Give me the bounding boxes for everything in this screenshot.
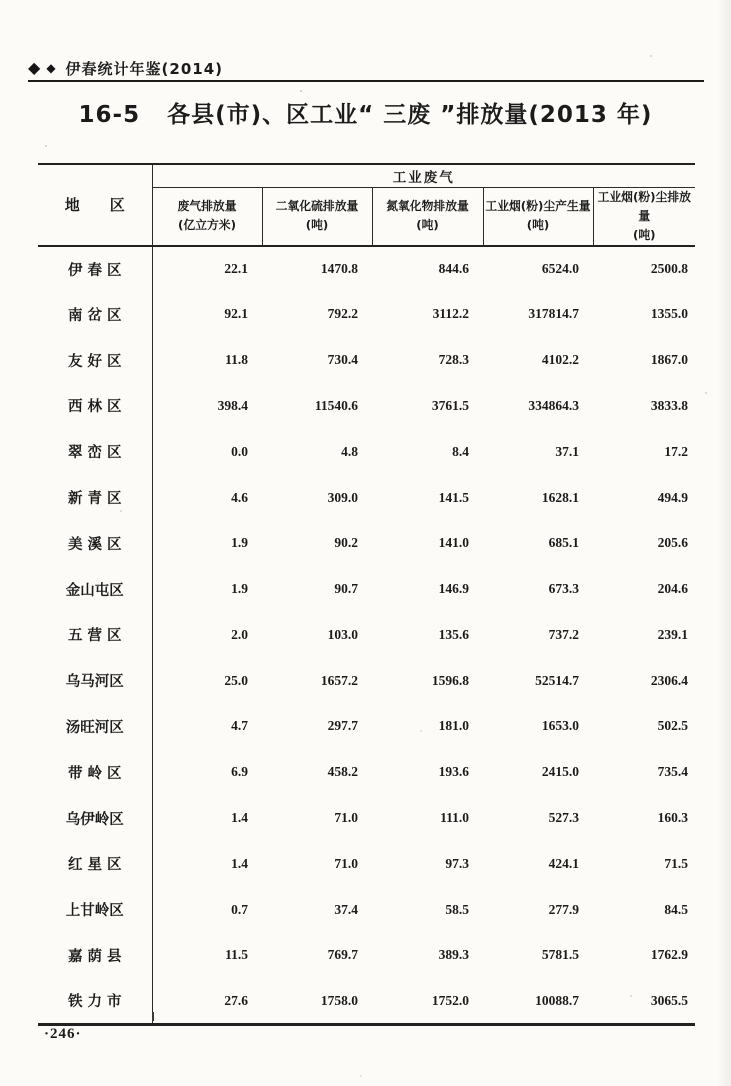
column-unit: (亿立方米) [178, 218, 236, 233]
value-cell: 4.6 [231, 489, 248, 505]
value-cell: 1596.8 [431, 672, 469, 688]
value-cell: 398.4 [217, 397, 248, 413]
value-cell: 1.9 [231, 581, 248, 597]
value-cell: 494.9 [657, 489, 688, 505]
value-cell: 1.9 [231, 535, 248, 551]
region-column-header: 地 区 [38, 164, 152, 246]
value-cell: 0.0 [231, 443, 248, 459]
table-row [38, 887, 695, 933]
table-row [38, 795, 695, 841]
value-cell: 1758.0 [320, 992, 358, 1008]
value-cell: 2306.4 [650, 672, 688, 688]
diamond-icon: ◆ [28, 58, 41, 77]
column-unit: (吨) [416, 218, 439, 233]
value-cell: 3761.5 [431, 397, 469, 413]
value-cell: 141.5 [438, 489, 469, 505]
region-cell: 南 岔 区 [38, 291, 152, 337]
value-cell: 730.4 [327, 352, 358, 368]
region-cell: 嘉 荫 县 [38, 933, 152, 979]
column-name: 二氧化硫排放量 [275, 199, 359, 214]
value-cell: 1657.2 [320, 672, 358, 688]
value-cell: 277.9 [548, 901, 579, 917]
value-cell: 52514.7 [535, 672, 579, 688]
value-cell: 792.2 [327, 306, 358, 322]
column-name: 氮氧化物排放量 [386, 199, 469, 214]
value-cell: 11.8 [225, 352, 248, 368]
value-cell: 1.4 [231, 855, 248, 871]
value-cell: 8.4 [452, 443, 469, 459]
region-cell: 乌伊岭区 [38, 795, 152, 841]
value-cell: 2500.8 [650, 261, 688, 277]
value-cell: 11.5 [225, 947, 248, 963]
column-unit: (吨) [526, 218, 550, 233]
region-cell: 上甘岭区 [38, 887, 152, 933]
value-cell: 2415.0 [541, 764, 579, 780]
value-cell: 309.0 [327, 489, 358, 505]
value-cell: 735.4 [657, 764, 688, 780]
column-header-waste-gas-volume [152, 188, 262, 246]
value-cell: 1867.0 [650, 352, 688, 368]
value-cell: 1752.0 [431, 992, 469, 1008]
table-rule-overhang [152, 1012, 154, 1021]
group-header-industrial-waste-gas: 工业废气 [152, 164, 695, 188]
region-cell: 金山屯区 [38, 566, 152, 612]
value-cell: 27.6 [224, 992, 248, 1008]
value-cell: 3112.2 [432, 306, 469, 322]
value-cell: 1470.8 [320, 261, 358, 277]
table-row [38, 978, 695, 1024]
table-row [38, 933, 695, 979]
value-cell: 84.5 [664, 901, 688, 917]
value-cell: 5781.5 [541, 947, 579, 963]
value-cell: 1653.0 [541, 718, 579, 734]
value-cell: 2.0 [231, 626, 248, 642]
value-cell: 4.8 [341, 443, 358, 459]
value-cell: 389.3 [438, 947, 469, 963]
emissions-table [38, 163, 695, 1026]
column-header-nox-emission [372, 188, 483, 246]
column-header-so2-emission [262, 188, 372, 246]
value-cell: 97.3 [445, 855, 469, 871]
table-row [38, 612, 695, 658]
value-cell: 135.6 [438, 626, 469, 642]
table-row [38, 291, 695, 337]
column-header-smoke-dust-emission [593, 188, 695, 246]
value-cell: 502.5 [657, 718, 688, 734]
value-cell: 6524.0 [541, 261, 579, 277]
value-cell: 90.2 [334, 535, 358, 551]
value-cell: 71.0 [334, 855, 358, 871]
region-cell: 友 好 区 [38, 337, 152, 383]
running-head [28, 56, 704, 82]
value-cell: 37.1 [555, 443, 579, 459]
table-row [38, 704, 695, 750]
value-cell: 317814.7 [528, 306, 579, 322]
value-cell: 10088.7 [535, 992, 579, 1008]
value-cell: 204.6 [657, 581, 688, 597]
value-cell: 527.3 [548, 810, 579, 826]
value-cell: 1628.1 [541, 489, 579, 505]
value-cell: 92.1 [224, 306, 248, 322]
table-header [38, 164, 695, 246]
table-row [38, 658, 695, 704]
value-cell: 181.0 [438, 718, 469, 734]
value-cell: 334864.3 [528, 397, 579, 413]
value-cell: 424.1 [548, 855, 579, 871]
value-cell: 769.7 [327, 947, 358, 963]
value-cell: 17.2 [664, 443, 688, 459]
region-cell: 铁 力 市 [38, 978, 152, 1024]
value-cell: 0.7 [231, 901, 248, 917]
region-cell: 乌马河区 [38, 658, 152, 704]
value-cell: 1.4 [231, 810, 248, 826]
table-row [38, 520, 695, 566]
table-row [38, 749, 695, 795]
yearbook-title: 伊春统计年鉴(2014) [65, 59, 224, 78]
value-cell: 146.9 [438, 581, 469, 597]
value-cell: 4102.2 [541, 352, 579, 368]
table-title: 16-5 各县(市)、区工业“ 三废 ”排放量(2013 年) [78, 102, 653, 128]
value-cell: 111.0 [440, 810, 469, 826]
region-cell: 西 林 区 [38, 383, 152, 429]
table-row [38, 246, 695, 292]
region-cell: 新 青 区 [38, 475, 152, 521]
column-unit: (吨) [632, 227, 656, 242]
table-row [38, 429, 695, 475]
value-cell: 1762.9 [650, 947, 688, 963]
value-cell: 3065.5 [650, 992, 688, 1008]
page-number: ·246· [44, 1026, 82, 1042]
value-cell: 728.3 [438, 352, 469, 368]
column-name: 工业烟(粉)尘排放量 [597, 190, 691, 223]
value-cell: 25.0 [224, 672, 248, 688]
value-cell: 3833.8 [650, 397, 688, 413]
value-cell: 103.0 [327, 626, 358, 642]
region-cell: 带 岭 区 [38, 749, 152, 795]
column-name: 工业烟(粉)尘产生量 [485, 199, 591, 214]
value-cell: 205.6 [657, 535, 688, 551]
table-row [38, 337, 695, 383]
region-cell: 翠 峦 区 [38, 429, 152, 475]
table-row [38, 841, 695, 887]
diamond-icon: ◆ [46, 61, 56, 75]
value-cell: 58.5 [445, 901, 469, 917]
value-cell: 90.7 [334, 581, 358, 597]
value-cell: 239.1 [657, 626, 688, 642]
region-cell: 伊 春 区 [38, 246, 152, 292]
column-name: 废气排放量 [177, 199, 237, 214]
value-cell: 4.7 [231, 718, 248, 734]
region-cell: 五 营 区 [38, 612, 152, 658]
value-cell: 737.2 [548, 626, 579, 642]
column-unit: (吨) [305, 218, 329, 233]
value-cell: 6.9 [231, 764, 248, 780]
value-cell: 673.3 [548, 581, 579, 597]
value-cell: 22.1 [224, 261, 248, 277]
value-cell: 193.6 [438, 764, 469, 780]
value-cell: 685.1 [548, 535, 579, 551]
scan-specks [300, 90, 302, 92]
value-cell: 11540.6 [314, 397, 358, 413]
value-cell: 71.5 [664, 855, 688, 871]
table-body [38, 246, 695, 1025]
value-cell: 297.7 [327, 718, 358, 734]
value-cell: 844.6 [438, 261, 469, 277]
value-cell: 37.4 [334, 901, 358, 917]
table-row [38, 383, 695, 429]
value-cell: 141.0 [438, 535, 469, 551]
table-row [38, 475, 695, 521]
column-header-smoke-dust-generated [483, 188, 593, 246]
value-cell: 71.0 [334, 810, 358, 826]
table-row [38, 566, 695, 612]
region-cell: 汤旺河区 [38, 704, 152, 750]
region-cell: 红 星 区 [38, 841, 152, 887]
value-cell: 160.3 [657, 810, 688, 826]
value-cell: 1355.0 [650, 306, 688, 322]
value-cell: 458.2 [327, 764, 358, 780]
region-cell: 美 溪 区 [38, 520, 152, 566]
